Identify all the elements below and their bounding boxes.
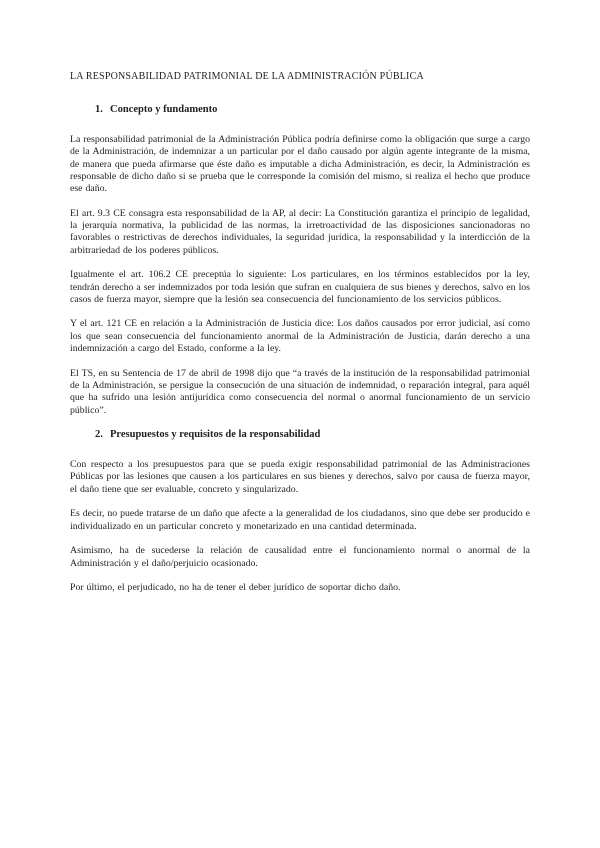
paragraph: Es decir, no puede tratarse de un daño que afecte a la generalidad de los ciudadanos, sino que debe ser producido e individualizado en un particular concreto y monetarizado en una cantidad determinada. <box>70 508 530 532</box>
paragraph: El art. 9.3 CE consagra esta responsabilidad de la AP, al decir: La Constitución garantiza el principio de legalidad, la jerarquía normativa, la publicidad de las normas, la irretroactividad de las disposiciones sancionadoras no favorables o restrictivas de derechos individuales, la seguridad jurídica, la responsabilidad y la interdicción de la arbitrariedad de los poderes públicos. <box>70 207 530 256</box>
section-heading-2 <box>95 429 530 441</box>
section-presupuestos <box>70 429 530 594</box>
paragraph: Igualmente el art. 106.2 CE preceptúa lo siguiente: Los particulares, en los términos establecidos por la ley, tendrán derecho a ser indemnizados por toda lesión que sufran en cualquiera de sus bienes y derechos, salvo en los casos de fuerza mayor, siempre que la lesión sea consecuencia del funcionamiento de los servicios públicos. <box>70 269 530 305</box>
section-heading-1 <box>95 104 530 116</box>
paragraph: La responsabilidad patrimonial de la Administración Pública podría definirse como la obligación que surge a cargo de la Administración, de indemnizar a un particular por el daño causado por algún agente integrante de la misma, de manera que pueda afirmarse que éste daño es imputable a dicha Administración, es decir, la Administración es responsable de dicho daño si se prueba que le corresponde la comisión del mismo, si realiza el hecho que produce ese daño. <box>70 134 530 195</box>
paragraph: Con respecto a los presupuestos para que se pueda exigir responsabilidad patrimonial de las Administraciones Públicas por las lesiones que causen a los particulares en sus bienes y derechos, salvo por causa de fuerza mayor, el daño tiene que ser evaluable, concreto y singularizado. <box>70 459 530 495</box>
section-heading-text: Concepto y fundamento <box>110 104 218 115</box>
paragraph: El TS, en su Sentencia de 17 de abril de 1998 dijo que “a través de la institución de la responsabilidad patrimonial de la Administración, se persigue la consecución de una situación de indemnidad, o reparación integral, para aquél que ha sufrido una lesión antijurídica como consecuencia del normal o anormal funcionamiento de un servicio público”. <box>70 367 530 416</box>
section-number: 1. <box>95 104 103 115</box>
section-number: 2. <box>95 429 103 441</box>
section-heading-text: Presupuestos y requisitos de la responsabilidad <box>110 429 321 441</box>
section-concepto <box>70 104 530 417</box>
paragraph: Asimismo, ha de sucederse la relación de causalidad entre el funcionamiento normal o anormal de la Administración y el daño/perjuicio ocasionado. <box>70 545 530 569</box>
paragraph: Y el art. 121 CE en relación a la Administración de Justicia dice: Los daños causados por error judicial, así como los que sean consecuencia del funcionamiento anormal de la Administración de Justicia, darán derecho a una indemnización a cargo del Estado, conforme a la ley. <box>70 318 530 355</box>
document-title: LA RESPONSABILIDAD PATRIMONIAL DE LA ADMINISTRACIÓN PÚBLICA <box>70 71 424 82</box>
paragraph: Por último, el perjudicado, no ha de tener el deber jurídico de soportar dicho daño. <box>70 582 401 594</box>
